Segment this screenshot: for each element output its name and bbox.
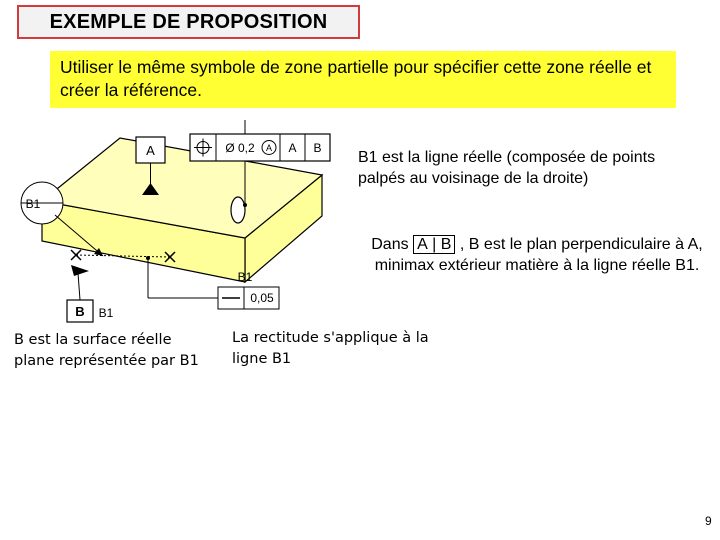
datum-b-stem xyxy=(78,273,80,300)
position-tolerance: Ø 0,2 xyxy=(225,141,255,155)
slide-title: EXEMPLE DE PROPOSITION xyxy=(17,5,360,39)
straightness-tolerance: 0,05 xyxy=(250,291,274,305)
position-datum-2: B xyxy=(313,141,322,155)
b-description: B est la surface réelle plane représentée par B1 xyxy=(14,332,199,369)
page-number: 9 xyxy=(705,514,712,528)
dans-datum-1: A xyxy=(417,236,428,253)
dans-prefix: Dans xyxy=(371,236,409,253)
datum-a-letter: A xyxy=(146,143,155,158)
target-point-left-icon xyxy=(71,250,81,260)
b1-description: B1 est la ligne réelle (composée de points palpés au voisinage de la droite) xyxy=(358,149,656,187)
dans-suffix: , B est le plan perpendiculaire à A, minimax extérieur matière à la ligne réelle B1. xyxy=(374,236,703,274)
datum-b-letter: B xyxy=(75,304,85,319)
instruction-box: Utiliser le même symbole de zone partielle pour spécifier cette zone réelle et créer la référence. xyxy=(50,51,676,108)
dans-description xyxy=(357,234,717,276)
rectitude-text: La rectitude s'applique à la ligne B1 xyxy=(232,330,429,367)
hole-ellipse xyxy=(231,197,245,223)
dans-datum-2: B xyxy=(440,236,452,253)
datum-b-triangle xyxy=(71,265,89,276)
leader-dot xyxy=(243,203,247,207)
position-datum-1: A xyxy=(288,141,297,155)
b1-callout-label: B1 xyxy=(25,197,41,211)
straightness-b1-label: B1 xyxy=(237,270,253,284)
position-modifier: A xyxy=(265,143,273,153)
datum-b-label: B1 xyxy=(98,306,114,320)
dans-datum-frame: A | B xyxy=(413,235,455,254)
